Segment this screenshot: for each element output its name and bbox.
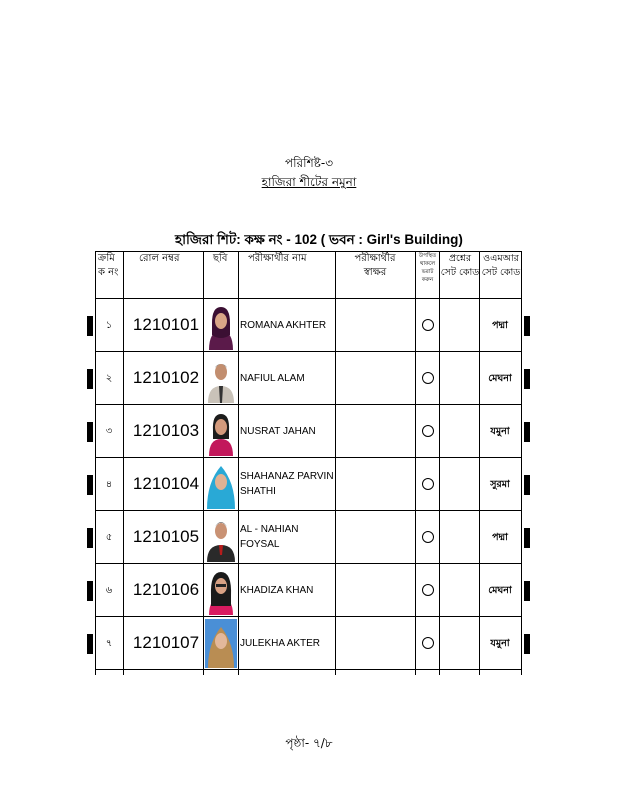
header-omr-set: ওএমআর সেট কোড xyxy=(481,253,521,278)
omr-set-code: পদ্মা xyxy=(492,320,508,331)
timing-mark xyxy=(524,422,530,442)
table-row xyxy=(95,352,522,405)
timing-mark xyxy=(87,369,93,389)
student-photo xyxy=(205,619,237,668)
header-serial: ক্রমি ক নং xyxy=(98,253,119,278)
roll-number: 1210106 xyxy=(132,580,200,599)
timing-mark xyxy=(524,581,530,601)
serial-number: ১ xyxy=(105,320,113,331)
page-number: পৃষ্ঠা- ৭/৮ xyxy=(285,736,333,750)
table-row xyxy=(95,564,522,617)
timing-mark xyxy=(524,316,530,336)
attendance-bubble[interactable] xyxy=(422,425,434,437)
omr-set-code: যমুনা xyxy=(490,426,510,437)
table-row xyxy=(95,299,522,352)
student-photo xyxy=(205,460,237,509)
header-photo: ছবি xyxy=(213,253,228,264)
serial-number: ৫ xyxy=(105,532,113,543)
sheet-title: হাজিরা শিট: কক্ষ নং - 102 ( ভবন : Girl's Building) xyxy=(175,232,463,247)
appendix-label: পরিশিষ্ট-৩ xyxy=(284,156,334,170)
student-photo xyxy=(205,513,237,562)
header-question-set: প্রশ্নের সেট কোড xyxy=(440,253,480,278)
roll-number: 1210105 xyxy=(132,527,200,546)
roll-number: 1210103 xyxy=(132,421,200,440)
student-name: ROMANA AKHTER xyxy=(240,320,327,331)
roll-number: 1210102 xyxy=(132,368,200,387)
omr-set-code: মেঘনা xyxy=(488,585,512,596)
attendance-bubble[interactable] xyxy=(422,319,434,331)
student-photo xyxy=(205,407,237,456)
serial-number: ৪ xyxy=(105,479,113,490)
header-signature: পরীক্ষার্থীর স্বাক্ষর xyxy=(354,253,396,278)
serial-number: ৭ xyxy=(105,638,113,649)
table-row xyxy=(95,617,522,670)
student-name: JULEKHA AKTER xyxy=(240,638,321,649)
attendance-bubble[interactable] xyxy=(422,637,434,649)
table-row xyxy=(95,405,522,458)
header-name: পরীক্ষার্থীর নাম xyxy=(248,253,307,264)
timing-mark xyxy=(87,528,93,548)
roll-number: 1210101 xyxy=(132,315,200,334)
header-present-fill: উপস্থিত থাকলে ভরাট করুন xyxy=(418,253,437,283)
serial-number: ৬ xyxy=(105,585,113,596)
header-roll: রোল নম্বর xyxy=(139,253,180,264)
student-name: SHAHANAZ PARVIN SHATHI xyxy=(240,471,334,497)
table-row xyxy=(95,511,522,564)
appendix-title: হাজিরা শীটের নমুনা xyxy=(261,175,357,189)
student-name: AL - NAHIAN FOYSAL xyxy=(240,524,299,550)
timing-mark xyxy=(87,316,93,336)
timing-mark xyxy=(87,634,93,654)
roll-number: 1210104 xyxy=(132,474,200,493)
attendance-table xyxy=(95,251,522,675)
table-row xyxy=(95,458,522,511)
attendance-bubble[interactable] xyxy=(422,584,434,596)
omr-set-code: সুরমা xyxy=(490,479,510,490)
serial-number: ৩ xyxy=(105,426,113,437)
omr-set-code: পদ্মা xyxy=(492,532,508,543)
timing-mark xyxy=(524,634,530,654)
student-photo xyxy=(205,566,237,615)
timing-mark xyxy=(87,422,93,442)
timing-mark xyxy=(524,475,530,495)
serial-number: ২ xyxy=(105,373,113,384)
timing-mark xyxy=(524,528,530,548)
omr-set-code: যমুনা xyxy=(490,638,510,649)
attendance-bubble[interactable] xyxy=(422,531,434,543)
attendance-bubble[interactable] xyxy=(422,372,434,384)
student-photo xyxy=(205,301,237,350)
student-name: NAFIUL ALAM xyxy=(240,373,305,384)
timing-mark xyxy=(87,475,93,495)
student-photo xyxy=(205,354,237,403)
student-name: NUSRAT JAHAN xyxy=(240,426,316,437)
omr-set-code: মেঘনা xyxy=(488,373,512,384)
timing-mark xyxy=(87,581,93,601)
roll-number: 1210107 xyxy=(132,633,200,652)
timing-mark xyxy=(524,369,530,389)
attendance-bubble[interactable] xyxy=(422,478,434,490)
student-name: KHADIZA KHAN xyxy=(240,585,314,596)
